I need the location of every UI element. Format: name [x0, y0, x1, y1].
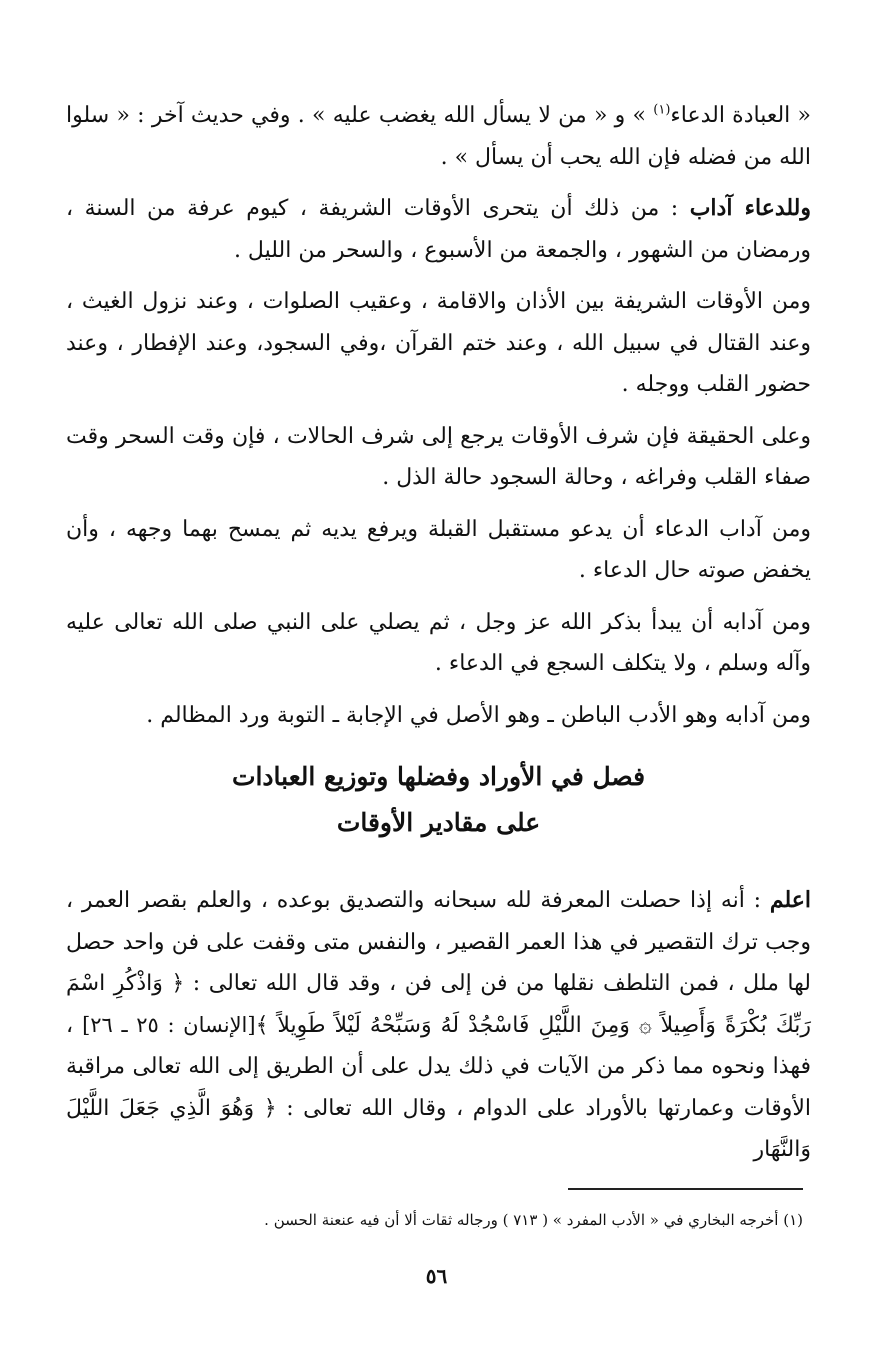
p2-body: : من ذلك أن يتحرى الأوقات الشريفة ، كيوم عرفة من السنة ، ورمضان من الشهور ، والجمعة من الأسبوع ، والسحر من الليل .	[66, 196, 811, 263]
paragraph-inner-etiquette: ومن آدابه وهو الأدب الباطن ـ وهو الأصل في الإجابة ـ التوبة ورد المظالم .	[146, 702, 811, 728]
section-heading-line-2: على مقادير الأوقات	[336, 808, 541, 837]
section-text-2: ، فهذا ونحوه مما ذكر من الآيات في ذلك يدل على أن الطريق إلى الله تعالى مراقبة الأوقات وعمارتها بالأوراد على الدوام ، وقال الله تعالى :	[66, 1012, 812, 1121]
quran-verse-2: ﴿ وَهُوَ الَّذِي جَعَلَ اللَّيْلَ وَالنَّهَار	[66, 1095, 811, 1162]
section-heading-line-1: فصل في الأوراد وفضلها وتوزيع العبادات	[231, 762, 646, 791]
p1-text-a: العبادة الدعاء	[670, 103, 791, 128]
paragraph-know	[66, 880, 811, 1171]
footnote-marker: (١)	[653, 102, 671, 118]
verse-reference: [الإنسان : ٢٥ ـ ٢٦]	[82, 1012, 256, 1037]
paragraph-noble-times: ومن الأوقات الشريفة بين الأذان والاقامة ، وعقيب الصلوات ، وعند نزول الغيث ، وعند القتال في سبيل الله ، وعند ختم القرآن ،وفي السجود، وعند الإفطار ، وعند حضور القلب ووجله .	[66, 289, 811, 397]
paragraph-dua-etiquette	[66, 188, 811, 271]
paragraph-qibla: ومن آداب الدعاء أن يدعو مستقبل القبلة ويرفع يديه ثم يمسح بهما وجهه ، وأن يخفض صوته حال الدعاء .	[66, 516, 811, 583]
paragraph-dua-worship: « العبادة الدعاء$^{(١)}$ » و « من لا يسأل الله يغضب عليه » . وفي حديث آخر : « سلوا الله من فضله فإن الله يحب أن يسأل » .	[66, 102, 811, 170]
paragraph-remembrance: ومن آدابه أن يبدأ بذكر الله عز وجل ، ثم يصلي على النبي صلى الله تعالى عليه وآله وسلم ، ولا يتكلف السجع في الدعاء .	[66, 609, 811, 676]
page-number: ٥٦	[425, 1264, 448, 1288]
quran-verse-1: ﴿ وَاذْكُرِ اسْمَ رَبِّكَ بُكْرَةً وَأَصِيلاً ۞ وَمِنَ اللَّيْلِ فَاسْجُدْ لَهُ وَسَبِّحْهُ لَيْلاً طَوِيلاً ﴾	[66, 971, 811, 1038]
paragraph-noble-states: وعلى الحقيقة فإن شرف الأوقات يرجع إلى شرف الحالات ، فإن وقت السحر وقت صفاء القلب وفراغه ، وحالة السجود حالة الذل .	[66, 423, 811, 490]
paragraph-lead-word: اعلم	[769, 887, 811, 913]
paragraph-lead-word: وللدعاء آداب	[689, 195, 811, 221]
section-heading	[66, 754, 811, 846]
footnote: (١) أخرجه البخاري في « الأدب المفرد » ( ٧١٣ ) ورجاله ثقات ألا أن فيه عنعنة الحسن .	[264, 1211, 803, 1229]
p1-text-b: » و « من لا يسأل الله يغضب عليه » . وفي حديث آخر : « سلوا الله من فضله فإن الله يحب أن يسأل » .	[66, 103, 811, 170]
page-body	[66, 95, 811, 1181]
section-text-1: : أنه إذا حصلت المعرفة لله سبحانه والتصديق بوعده ، والعلم بقصر العمر ، وجب ترك التقصير في هذا العمر القصير ، والنفس متى وقفت على فن واحد حصل لها ملل ، فمن التلطف نقلها من فن إلى فن ، وقد قال الله تعالى :	[66, 888, 811, 996]
footnote-divider	[568, 1188, 803, 1190]
